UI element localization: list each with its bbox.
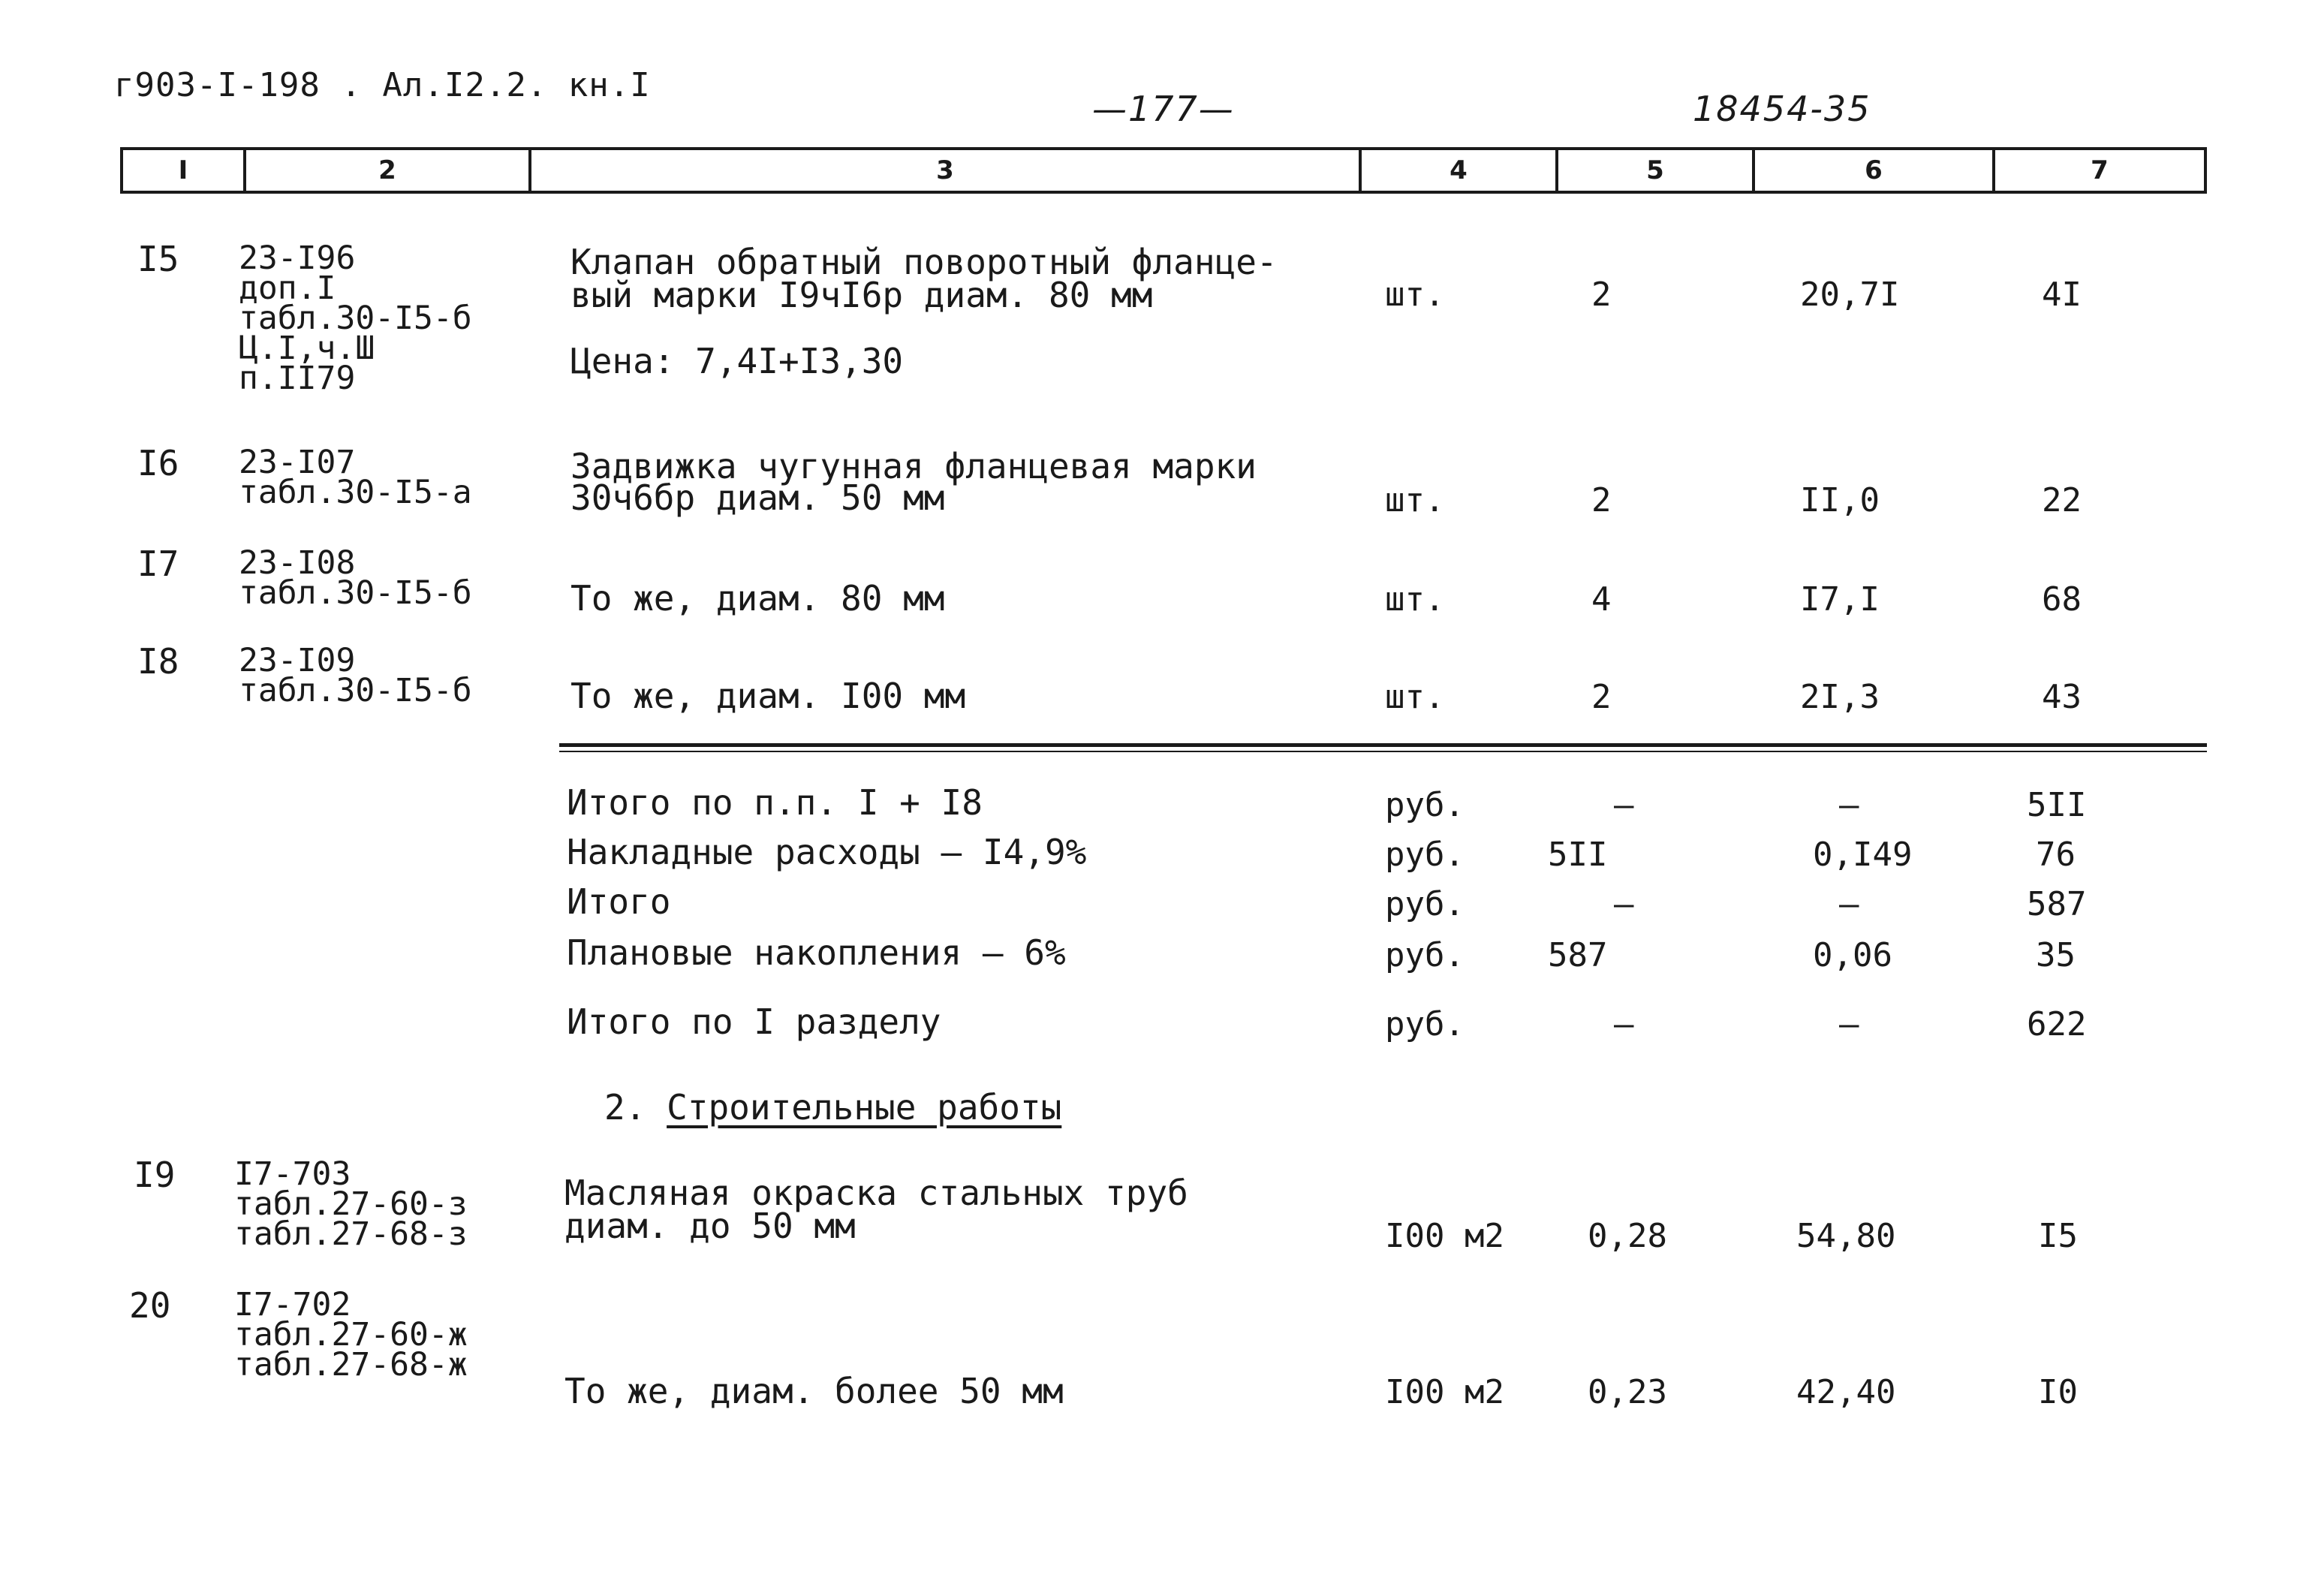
- section-number: 2.: [604, 1087, 646, 1128]
- row-ref-line: табл.27-68-з: [234, 1215, 468, 1253]
- summary-unit: руб.: [1385, 786, 1465, 824]
- column-header-1: I: [123, 150, 246, 191]
- summary-total: 5II: [2027, 786, 2087, 824]
- row-ref-line: 23-I09: [239, 642, 356, 679]
- column-header-6: 6: [1755, 150, 1995, 191]
- page-number: —177—: [1092, 89, 1235, 129]
- quantity-cell: 0,28: [1588, 1217, 1667, 1255]
- section-title: Строительные работы: [667, 1087, 1062, 1128]
- unit-cell: I00 м2: [1385, 1217, 1504, 1255]
- section-divider-secondary: [559, 751, 2207, 752]
- section-heading: [604, 1087, 1062, 1128]
- row-ref-line: табл.27-60-з: [234, 1185, 468, 1223]
- row-ref-line: Ц.I,ч.Ш: [239, 330, 375, 367]
- column-header-5: 5: [1558, 150, 1755, 191]
- row-ref-line: 23-I08: [239, 544, 356, 582]
- row-ref-line: табл.27-60-ж: [234, 1316, 468, 1354]
- unit-cell: шт.: [1385, 481, 1445, 519]
- column-header-7: 7: [2091, 155, 2109, 185]
- row-ref-line: I7-703: [234, 1155, 351, 1193]
- row-ref-line: табл.27-68-ж: [234, 1346, 468, 1384]
- summary-total: 76: [2036, 836, 2076, 874]
- summary-label: Итого: [567, 881, 671, 922]
- row-description-line: То же, диам. I00 мм: [570, 676, 966, 716]
- row-number: I7: [137, 544, 179, 584]
- unit-price-cell: 42,40: [1796, 1373, 1896, 1411]
- summary-qty: –: [1614, 1005, 1634, 1043]
- row-ref-line: I7-702: [234, 1286, 351, 1323]
- summary-qty: –: [1614, 786, 1634, 824]
- summary-total: 587: [2027, 885, 2087, 923]
- column-header-4: 4: [1362, 150, 1558, 191]
- row-ref-line: 23-I07: [239, 444, 356, 481]
- summary-qty: –: [1614, 885, 1634, 923]
- row-number: I5: [137, 239, 179, 279]
- row-ref-line: 23-I96: [239, 239, 356, 277]
- total-cell: I0: [2038, 1373, 2078, 1411]
- summary-price: 0,I49: [1813, 836, 1913, 874]
- summary-total: 622: [2027, 1005, 2087, 1043]
- summary-label: Итого по I разделу: [567, 1001, 941, 1042]
- unit-price-cell: 2I,3: [1800, 678, 1880, 716]
- row-description-line: Масляная окраска стальных труб: [564, 1173, 1188, 1213]
- row-description-line: То же, диам. 80 мм: [570, 578, 945, 619]
- summary-price: –: [1839, 786, 1859, 824]
- section-divider: [559, 743, 2207, 747]
- row-ref-line: табл.30-I5-б: [239, 672, 472, 709]
- row-ref-line: доп.I: [239, 270, 336, 307]
- summary-qty: 5II: [1548, 836, 1608, 874]
- unit-price-cell: 54,80: [1796, 1217, 1896, 1255]
- unit-cell: шт.: [1385, 580, 1445, 619]
- row-description-line: 30ч6бр диам. 50 мм: [570, 477, 945, 518]
- total-cell: 4I: [2042, 276, 2082, 314]
- row-description-line: Задвижка чугунная фланцевая марки: [570, 446, 1257, 486]
- unit-cell: шт.: [1385, 276, 1445, 314]
- quantity-cell: 2: [1591, 276, 1612, 314]
- column-header-3: 3: [531, 150, 1362, 191]
- price-note: Цена: 7,4I+I3,30: [570, 341, 904, 381]
- summary-price: 0,06: [1813, 936, 1892, 974]
- summary-price: –: [1839, 885, 1859, 923]
- row-number: I6: [137, 443, 179, 483]
- summary-label: Итого по п.п. I + I8: [567, 782, 983, 823]
- unit-price-cell: I7,I: [1800, 580, 1880, 619]
- row-ref-line: табл.30-I5-а: [239, 474, 472, 511]
- document-code: г903-I-198 . Ал.I2.2. кн.I: [114, 66, 651, 104]
- row-number: I8: [137, 641, 179, 682]
- unit-price-cell: 20,7I: [1800, 276, 1900, 314]
- summary-label: Плановые накопления – 6%: [567, 932, 1066, 973]
- row-description-line: вый марки I9чI6р диам. 80 мм: [570, 275, 1153, 315]
- summary-qty: 587: [1548, 936, 1608, 974]
- quantity-cell: 2: [1591, 481, 1612, 519]
- unit-cell: шт.: [1385, 678, 1445, 716]
- summary-label: Накладные расходы – I4,9%: [567, 832, 1087, 872]
- total-cell: I5: [2038, 1217, 2078, 1255]
- row-ref-line: табл.30-I5-б: [239, 574, 472, 612]
- summary-unit: руб.: [1385, 936, 1465, 974]
- summary-price: –: [1839, 1005, 1859, 1043]
- quantity-cell: 2: [1591, 678, 1612, 716]
- total-cell: 68: [2042, 580, 2082, 619]
- row-ref-line: п.II79: [239, 360, 356, 397]
- total-cell: 43: [2042, 678, 2082, 716]
- row-description-line: Клапан обратный поворотный фланце-: [570, 242, 1278, 282]
- row-ref-line: табл.30-I5-б: [239, 300, 472, 337]
- unit-price-cell: II,0: [1800, 481, 1880, 519]
- summary-unit: руб.: [1385, 885, 1465, 923]
- summary-total: 35: [2036, 936, 2076, 974]
- summary-unit: руб.: [1385, 1005, 1465, 1043]
- quantity-cell: 0,23: [1588, 1373, 1667, 1411]
- column-header-row: [120, 147, 2207, 194]
- row-number: I9: [134, 1155, 176, 1195]
- unit-cell: I00 м2: [1385, 1373, 1504, 1411]
- row-description-line: То же, диам. более 50 мм: [564, 1371, 1064, 1411]
- summary-unit: руб.: [1385, 836, 1465, 874]
- quantity-cell: 4: [1591, 580, 1612, 619]
- row-number: 20: [129, 1285, 171, 1326]
- document-number: 18454-35: [1693, 89, 1871, 129]
- total-cell: 22: [2042, 481, 2082, 519]
- column-header-2: 2: [246, 150, 531, 191]
- row-description-line: диам. до 50 мм: [564, 1206, 856, 1246]
